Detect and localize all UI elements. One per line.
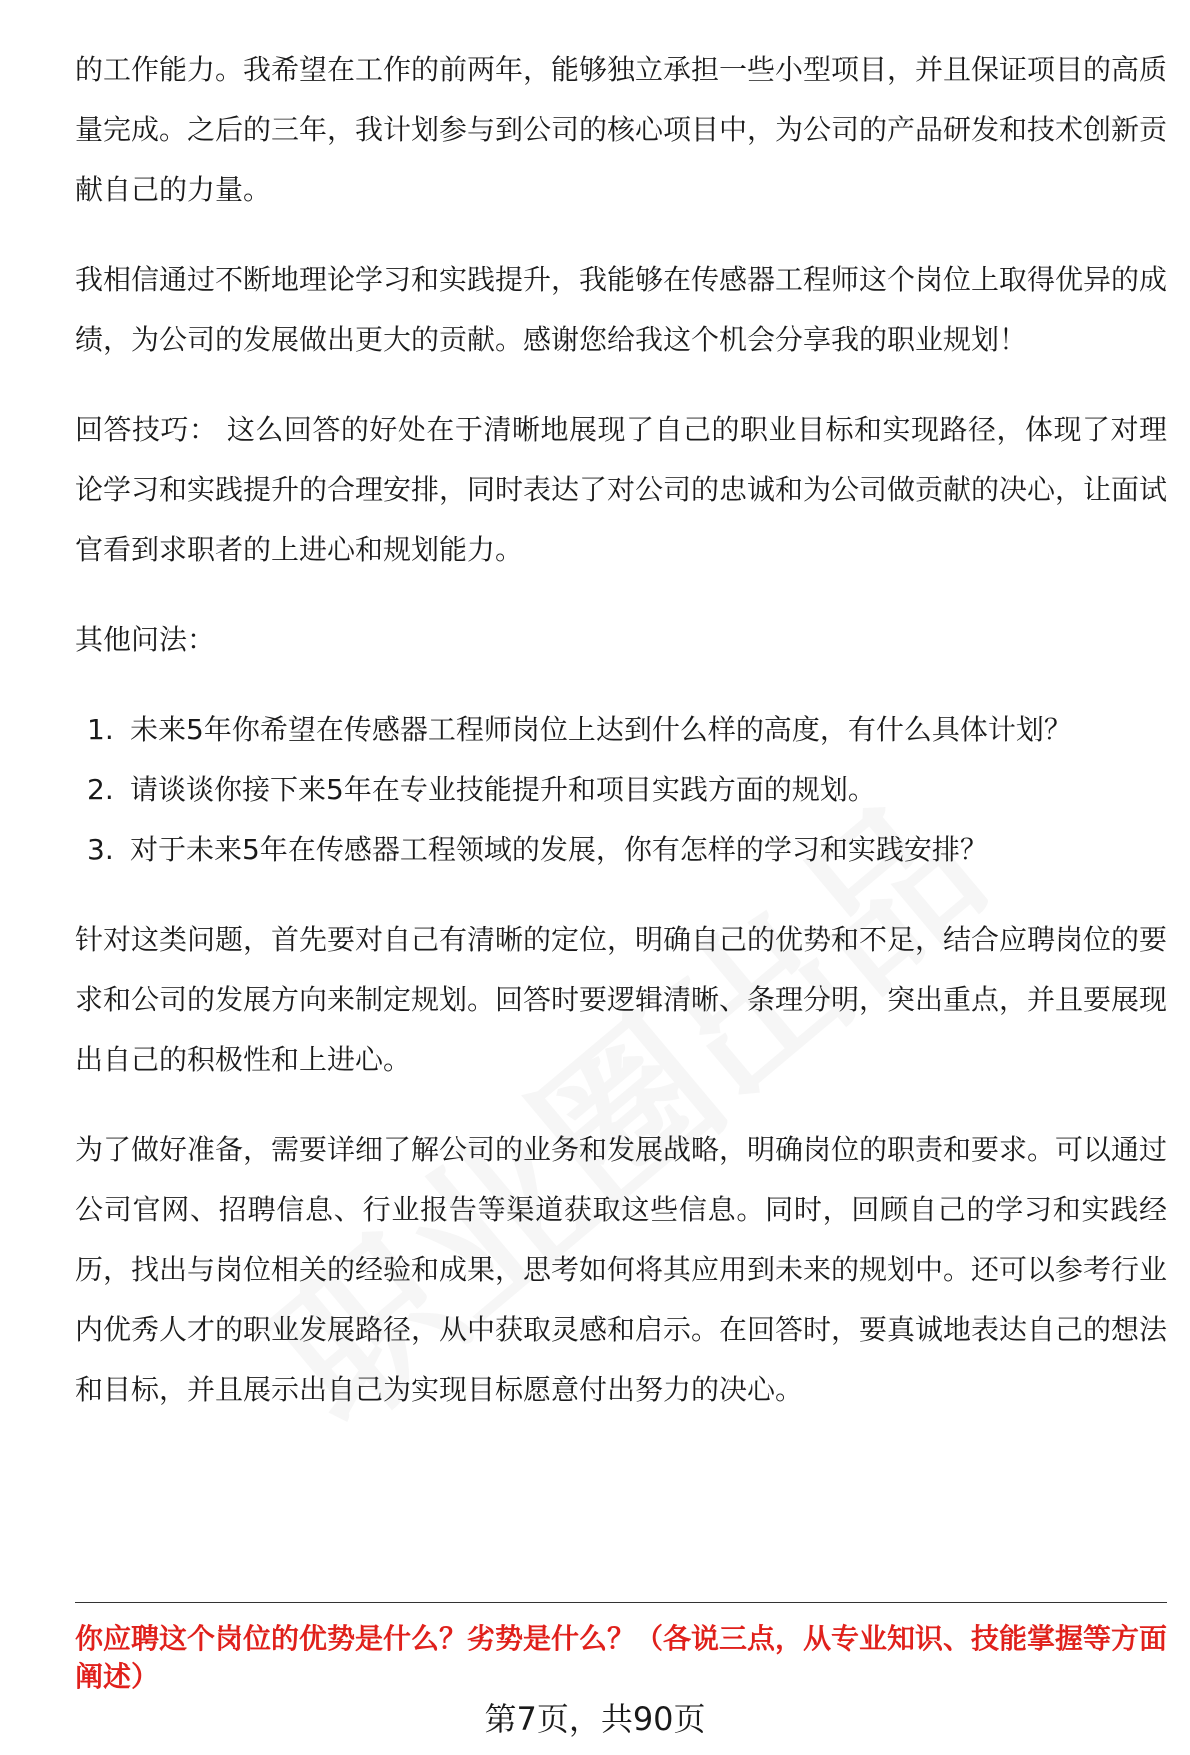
list-number: 2. bbox=[87, 773, 114, 806]
paragraph-answer-tips: 回答技巧： 这么回答的好处在于清晰地展现了自己的职业目标和实现路径，体现了对理论学习和实践提升的合理安排，同时表达了对公司的忠诚和为公司做贡献的决心，让面试官看到求职者的上进心和规划能力。 bbox=[75, 413, 1168, 566]
list-number: 3. bbox=[87, 833, 114, 866]
page-number: 第7页，共90页 bbox=[484, 1700, 706, 1738]
list-item bbox=[75, 700, 1167, 760]
document-body bbox=[75, 40, 1167, 1450]
paragraph-career-plan: 的工作能力。我希望在工作的前两年，能够独立承担一些小型项目，并且保证项目的高质量完成。之后的三年，我计划参与到公司的核心项目中，为公司的产品研发和技术创新贡献自己的力量。 bbox=[75, 53, 1168, 206]
list-number: 1. bbox=[87, 713, 114, 746]
paragraph-closing: 我相信通过不断地理论学习和实践提升，我能够在传感器工程师这个岗位上取得优异的成绩，为公司的发展做出更大的贡献。感谢您给我这个机会分享我的职业规划！ bbox=[75, 263, 1168, 356]
list-item-text: 请谈谈你接下来5年在专业技能提升和项目实践方面的规划。 bbox=[130, 773, 876, 806]
other-questions-list bbox=[75, 700, 1167, 880]
paragraph-advice-preparation: 为了做好准备，需要详细了解公司的业务和发展战略，明确岗位的职责和要求。可以通过公司官网、招聘信息、行业报告等渠道获取这些信息。同时，回顾自己的学习和实践经历，找出与岗位相关的经验和成果，思考如何将其应用到未来的规划中。还可以参考行业内优秀人才的职业发展路径，从中获取灵感和启示。在回答时，要真诚地表达自己的想法和目标，并且展示出自己为实现目标愿意付出努力的决心。 bbox=[75, 1133, 1168, 1406]
paragraph-other-asks: 其他问法： bbox=[75, 623, 216, 656]
paragraph-advice-positioning: 针对这类问题，首先要对自己有清晰的定位，明确自己的优势和不足，结合应聘岗位的要求和公司的发展方向来制定规划。回答时要逻辑清晰、条理分明，突出重点，并且要展现出自己的积极性和上进心。 bbox=[75, 923, 1168, 1076]
list-item bbox=[75, 820, 1167, 880]
list-item bbox=[75, 760, 1167, 820]
list-item-text: 未来5年你希望在传感器工程师岗位上达到什么样的高度，有什么具体计划？ bbox=[130, 713, 1072, 746]
list-item-text: 对于未来5年在传感器工程领域的发展，你有怎样的学习和实践安排？ bbox=[130, 833, 988, 866]
next-question-heading: 你应聘这个岗位的优势是什么？劣势是什么？（各说三点，从专业知识、技能掌握等方面阐述） bbox=[75, 1622, 1168, 1693]
section-divider bbox=[75, 1602, 1167, 1603]
